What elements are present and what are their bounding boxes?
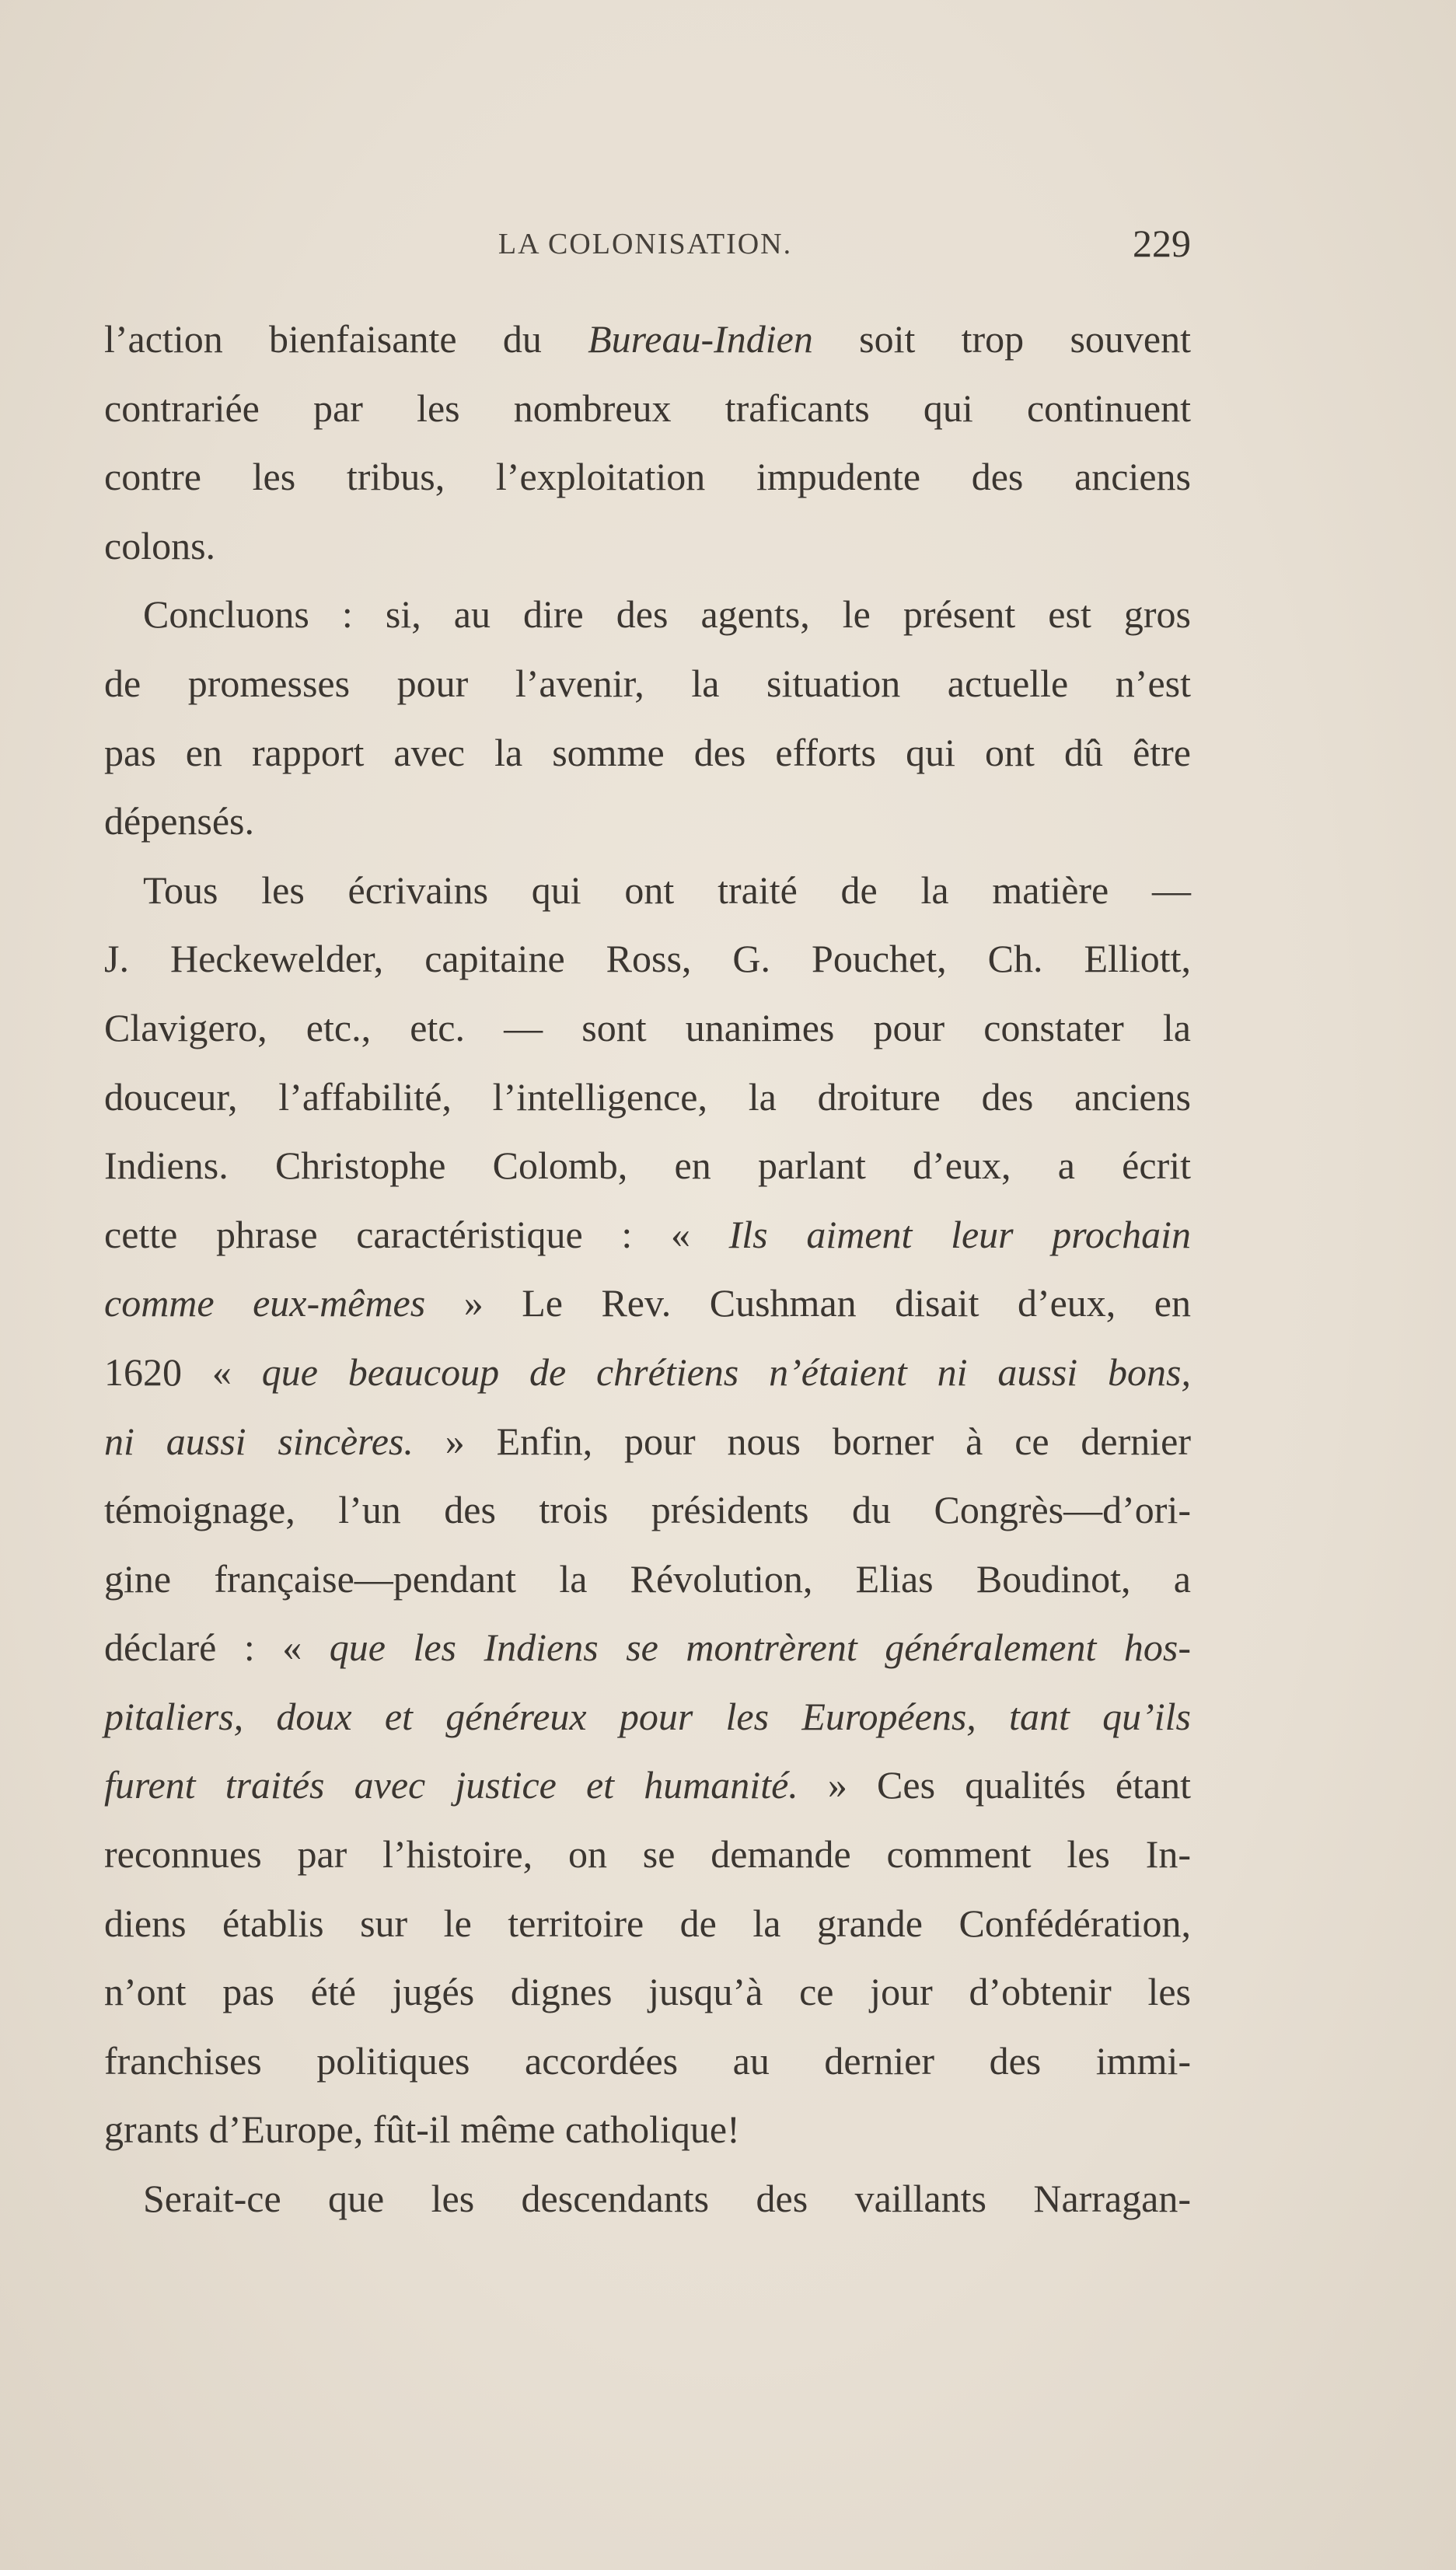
text-line [104,1957,1191,2027]
text-line [104,442,1191,512]
text-line [104,1407,1191,1476]
text-line [104,1131,1191,1200]
text-segment: de promesses pour l’avenir, la situation actuelle n’est [104,661,1191,705]
text-line [104,374,1191,443]
text-line [104,856,1191,925]
running-title: LA COLONISATION. [498,228,793,260]
italic-text: que les Indiens se montrèrent généralement hos- [329,1625,1191,1670]
text-segment: déclaré : « [104,1625,330,1670]
text-segment: Clavigero, etc., etc. — sont unanimes pour constater la [104,1005,1191,1049]
text-segment: » Ces qualités étant [798,1763,1192,1807]
text-line [104,580,1191,649]
text-line [104,1889,1191,1958]
text-line [104,2164,1191,2233]
text-segment: Tous les écrivains qui ont traité de la matière — [143,868,1191,912]
text-segment: soit trop souvent [812,317,1192,361]
text-segment: » Le Rev. Cushman disait d’eux, en [425,1281,1191,1325]
text-segment: Indiens. Christophe Colomb, en parlant d’eux, a écrit [104,1144,1191,1188]
text-line [104,1820,1191,1889]
text-segment: témoignage, l’un des trois présidents du Congrès—d’ori- [104,1488,1191,1532]
text-segment: contrariée par les nombreux traficants qui continuent [104,386,1191,430]
text-segment: reconnues par l’histoire, on se demande comment les In- [104,1832,1191,1877]
text-line [104,1338,1191,1407]
text-line [104,787,1191,856]
page-number: 229 [1133,222,1191,265]
text-segment: diens établis sur le territoire de la grande Confédération, [104,1901,1191,1945]
text-line [104,2095,1191,2164]
text-line [104,512,1191,581]
text-segment: Concluons : si, au dire des agents, le présent est gros [143,592,1191,637]
text-line [104,1545,1191,1614]
italic-text: ni aussi sincères. [104,1419,414,1463]
text-segment: Serait-ce que les descendants des vaillants Narragan- [143,2177,1191,2221]
text-line [104,718,1191,787]
text-segment: franchises politiques accordées au dernier des immi- [104,2038,1191,2083]
italic-text: Ils aiment leur prochain [728,1212,1191,1256]
text-segment: douceur, l’affabilité, l’intelligence, la droiture des anciens [104,1074,1191,1119]
text-line [104,1200,1191,1269]
italic-text: comme eux-mêmes [104,1281,426,1325]
text-segment: 1620 « [104,1350,262,1394]
italic-text: pitaliers, doux et généreux pour les Européens, tant qu’ils [104,1694,1191,1738]
text-segment: colons. [104,523,216,567]
text-segment: l’action bienfaisante du [104,317,588,361]
text-line [104,2027,1191,2096]
italic-text: furent traités avec justice et humanité. [104,1763,798,1807]
text-segment: J. Heckewelder, capitaine Ross, G. Pouchet, Ch. Elliott, [104,937,1191,981]
text-segment: dépensés. [104,799,254,843]
text-line [104,1613,1191,1682]
text-line [104,1269,1191,1338]
italic-text: Bureau-Indien [588,317,813,361]
text-line [104,1751,1191,1820]
text-segment: cette phrase caractéristique : « [104,1212,729,1256]
text-segment: » Enfin, pour nous borner à ce dernier [413,1419,1192,1463]
text-segment: grants d’Europe, fût-il même catholique! [104,2107,740,2152]
text-line [104,993,1191,1063]
text-segment: n’ont pas été jugés dignes jusqu’à ce jour d’obtenir les [104,1970,1191,2014]
text-line [104,1475,1191,1545]
text-segment: gine française—pendant la Révolution, Elias Boudinot, a [104,1556,1191,1601]
italic-text: que beaucoup de chrétiens n’étaient ni aussi bons, [261,1350,1191,1394]
text-line [104,1063,1191,1132]
text-line [104,305,1191,374]
text-segment: pas en rapport avec la somme des efforts qui ont dû être [104,730,1191,774]
text-line [104,649,1191,718]
text-line [104,1682,1191,1751]
body-text [104,305,1191,2233]
text-line [104,924,1191,993]
text-segment: contre les tribus, l’exploitation impudente des anciens [104,455,1191,499]
